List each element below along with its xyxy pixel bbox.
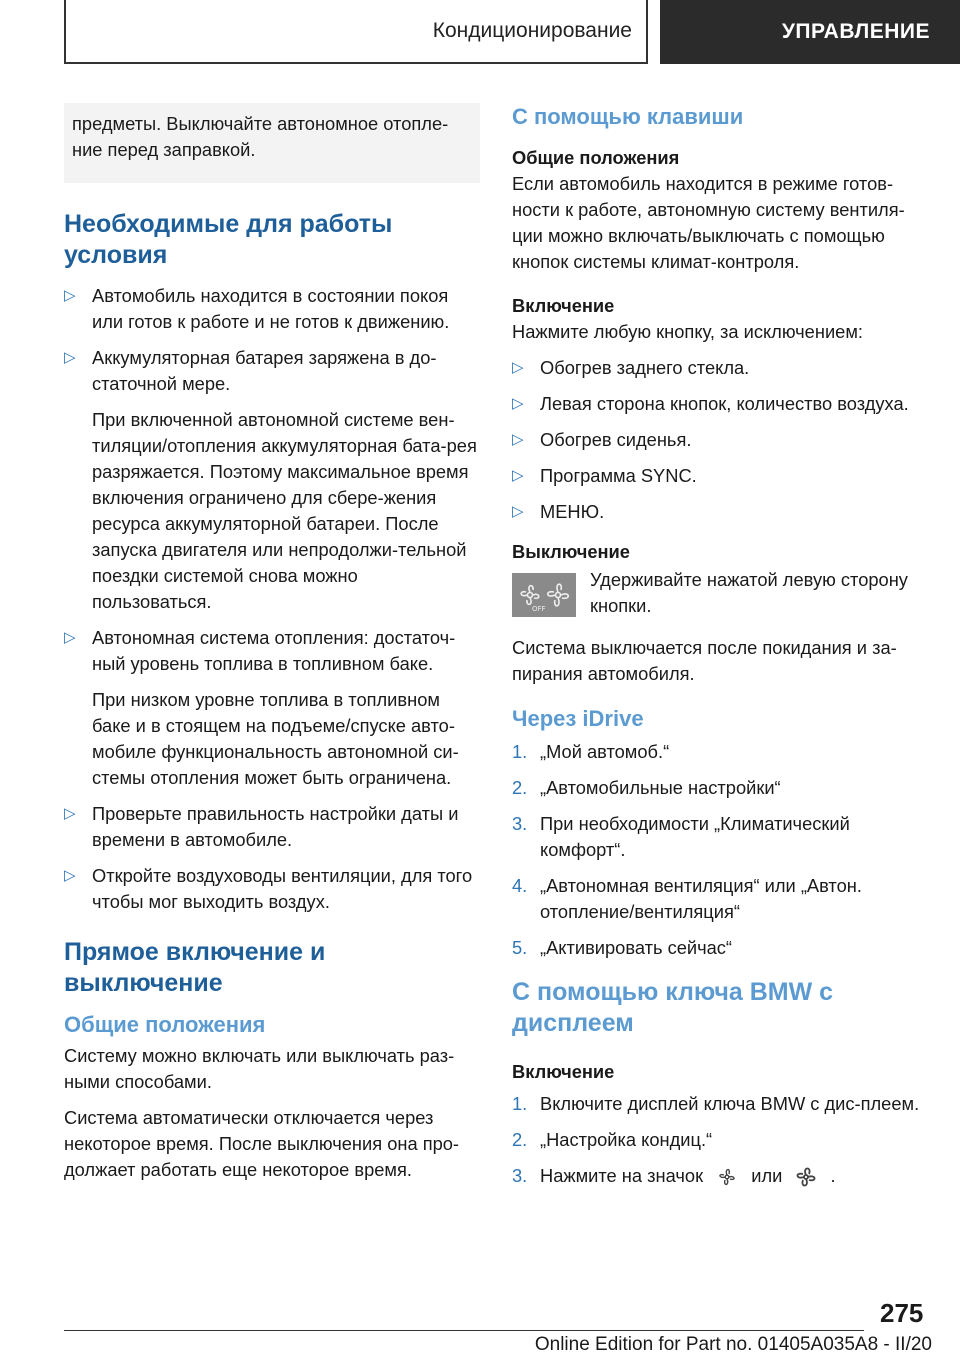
triangle-bullet-icon: ▷ (64, 867, 76, 884)
list-item-text: Программа SYNC. (540, 465, 697, 486)
list-item-text: Обогрев сиденья. (540, 429, 692, 450)
step-number: 2. (512, 1129, 528, 1150)
list-item (512, 873, 932, 925)
heading-general-left: Общие положения (64, 1012, 266, 1037)
heading-bmw-key: С помощью ключа BMW с дисплеем (512, 978, 834, 1037)
list-item-text: При низком уровне топлива в топливном баке и в стоящем на подъеме/спуске авто-мобиле функциональность автономной си-стемы отопления может быть ограничена. (92, 689, 459, 788)
step-text: „Активировать сейчас“ (540, 937, 733, 958)
list-item (512, 935, 932, 961)
list-item (64, 801, 480, 853)
list-item (64, 345, 480, 615)
list-item-text: Автономная система отопления: достаточ-ный уровень топлива в топливном баке. (92, 627, 456, 674)
general-paragraph-2: Система автоматически отключается через некоторое время. После выключения она про-должает работать еще некоторое время. (64, 1107, 460, 1180)
step-text-before: Нажмите на значок (540, 1165, 704, 1186)
key-steps (512, 1091, 932, 1189)
note-text: предметы. Выключайте автономное отопле-ние перед заправкой. (72, 113, 449, 160)
heading-conditions: Необходимые для работы условия (64, 210, 393, 269)
switch-off-auto-text: Система выключается после покидания и за-пирания автомобиля. (512, 637, 897, 684)
step-text: „Настройка кондиц.“ (540, 1129, 713, 1150)
list-item (64, 625, 480, 791)
list-item (512, 1091, 932, 1117)
step-text: Включите дисплей ключа BMW с дис-плеем. (540, 1093, 920, 1114)
list-item-text: Левая сторона кнопок, количество воздуха. (540, 393, 909, 414)
list-item (512, 499, 932, 525)
list-item (512, 355, 932, 381)
triangle-bullet-icon: ▷ (512, 431, 524, 448)
list-item (512, 739, 932, 765)
step-text: „Автономная вентиляция“ или „Автон. отопление/вентиляция“ (540, 875, 862, 922)
step-text: При необходимости „Климатический комфорт“. (540, 813, 850, 860)
triangle-bullet-icon: ▷ (512, 503, 524, 520)
heading-switch-on: Включение (512, 295, 615, 316)
step-number: 1. (512, 1093, 528, 1114)
list-item (512, 1163, 932, 1189)
list-item-text: МЕНЮ. (540, 501, 605, 522)
fan-off-button-icon (512, 573, 576, 617)
list-item (64, 863, 480, 915)
list-item-text: При включенной автономной системе вен-тиляции/отопления аккумуляторная бата-рея разряжается. Поэтому максимальное время включения ограничено для сбере-жения ресурса аккумуляторной батареи. После запуска двигателя или непродолжи-тельной поездки системой снова можно пользоваться. (92, 409, 477, 612)
general-paragraph-1: Систему можно включать или выключать раз-ными способами. (64, 1045, 455, 1092)
heading-general-right: Общие положения (512, 147, 680, 168)
header-section-title: Кондиционирование (432, 19, 632, 42)
triangle-bullet-icon: ▷ (64, 629, 76, 646)
list-item (512, 427, 932, 453)
step-number: 1. (512, 741, 528, 762)
triangle-bullet-icon: ▷ (64, 349, 76, 366)
step-text-after: . (830, 1165, 836, 1186)
header-section (64, 0, 648, 64)
triangle-bullet-icon: ▷ (512, 395, 524, 412)
step-number: 3. (512, 813, 528, 834)
list-item-text: Откройте воздуховоды вентиляции, для того чтобы мог выходить воздух. (92, 865, 473, 912)
heading-by-button: С помощью клавиши (512, 104, 744, 129)
note-box (64, 103, 480, 183)
fan-icon (714, 1165, 740, 1189)
step-number: 3. (512, 1165, 528, 1186)
general-paragraph: Если автомобиль находится в режиме готов-ности к работе, автономную систему вентиля-ции можно включать/выключать с помощью кнопок системы климат-контроля. (512, 173, 905, 272)
heading-key-switch-on: Включение (512, 1061, 615, 1082)
step-text-mid: или (751, 1165, 783, 1186)
triangle-bullet-icon: ▷ (64, 287, 76, 304)
svg-text:OFF: OFF (532, 605, 546, 613)
heading-switch-off: Выключение (512, 541, 630, 562)
list-item-text: Автомобиль находится в состоянии покоя или готов к работе и не готов к движению. (92, 285, 450, 332)
fan-high-icon (793, 1165, 819, 1189)
header-chapter-title: УПРАВЛЕНИЕ (781, 20, 930, 43)
step-text: „Мой автомоб.“ (540, 741, 670, 762)
heading-direct-switching: Прямое включение и выключение (64, 938, 326, 997)
header-chapter (660, 0, 960, 64)
list-item-text: Аккумуляторная батарея заряжена в до-статочной мере. (92, 347, 437, 394)
list-item (64, 283, 480, 335)
list-item (512, 811, 932, 863)
triangle-bullet-icon: ▷ (64, 805, 76, 822)
footer-divider (64, 1330, 864, 1331)
switch-off-text: Удерживайте нажатой левую сторону кнопки. (590, 569, 908, 616)
idrive-steps (512, 739, 932, 961)
switch-on-text: Нажмите любую кнопку, за исключением: (512, 321, 863, 342)
list-item-text: Проверьте правильность настройки даты и времени в автомобиле. (92, 803, 459, 850)
step-text (540, 1163, 932, 1189)
triangle-bullet-icon: ▷ (512, 359, 524, 376)
switch-off-row (512, 569, 932, 619)
list-item (512, 1127, 932, 1153)
left-column (64, 103, 480, 1183)
step-text: „Автомобильные настройки“ (540, 777, 781, 798)
footer-edition: Online Edition for Part no. 01405A035A8 - II/20 (534, 1334, 932, 1355)
list-item (512, 391, 932, 417)
step-number: 5. (512, 937, 528, 958)
step-number: 2. (512, 777, 528, 798)
list-item (512, 463, 932, 489)
page-number: 275 (880, 1298, 924, 1328)
conditions-list (64, 283, 480, 915)
list-item (512, 775, 932, 801)
exceptions-list (512, 355, 932, 525)
right-column (512, 103, 932, 1199)
list-item-text: Обогрев заднего стекла. (540, 357, 750, 378)
triangle-bullet-icon: ▷ (512, 467, 524, 484)
step-number: 4. (512, 875, 528, 896)
heading-via-idrive: Через iDrive (512, 706, 644, 731)
